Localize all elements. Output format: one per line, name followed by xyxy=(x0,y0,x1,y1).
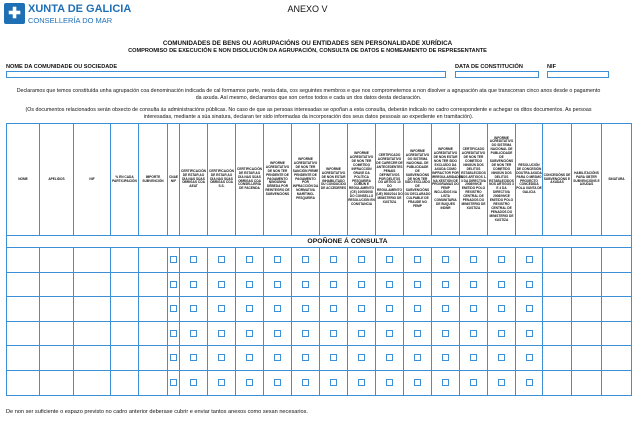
oppose-checkbox[interactable] xyxy=(218,256,225,263)
oppose-checkbox[interactable] xyxy=(330,354,337,361)
table-cell[interactable] xyxy=(264,248,292,273)
oppose-checkbox[interactable] xyxy=(358,281,365,288)
table-cell[interactable] xyxy=(543,321,572,346)
table-cell[interactable] xyxy=(7,321,40,346)
table-cell[interactable] xyxy=(602,297,632,322)
table-cell[interactable] xyxy=(488,370,516,395)
table-cell[interactable] xyxy=(460,272,488,297)
table-cell[interactable] xyxy=(264,346,292,371)
table-cell[interactable] xyxy=(460,321,488,346)
oppose-checkbox[interactable] xyxy=(414,354,421,361)
table-cell[interactable] xyxy=(208,370,236,395)
table-cell[interactable] xyxy=(602,370,632,395)
oppose-checkbox[interactable] xyxy=(526,330,533,337)
oppose-checkbox[interactable] xyxy=(330,281,337,288)
table-cell[interactable] xyxy=(320,321,348,346)
table-cell[interactable] xyxy=(40,370,74,395)
oppose-checkbox[interactable] xyxy=(470,281,477,288)
oppose-checkbox[interactable] xyxy=(470,379,477,386)
table-cell[interactable] xyxy=(111,272,139,297)
oppose-checkbox[interactable] xyxy=(442,379,449,386)
oppose-checkbox[interactable] xyxy=(274,354,281,361)
oppose-checkbox[interactable] xyxy=(170,354,177,361)
oppose-checkbox[interactable] xyxy=(274,305,281,312)
column-header: INFORME ACREDITATIVO DE NON TER COMETIDO INFRACCIÓN GRAVE DA POLÍTICA PESQUEIRA COMÚN E REGULAMENTO (CE) 1005/2008 DO CONSELLO RESOLUCIÓN EN CONSTANCIA xyxy=(348,124,376,236)
oppose-checkbox[interactable] xyxy=(274,281,281,288)
table-cell[interactable] xyxy=(74,297,111,322)
table-cell[interactable] xyxy=(460,248,488,273)
oppose-checkbox[interactable] xyxy=(302,379,309,386)
oppose-checkbox[interactable] xyxy=(218,281,225,288)
oppose-checkbox[interactable] xyxy=(330,256,337,263)
table-cell[interactable] xyxy=(602,346,632,371)
oppose-checkbox[interactable] xyxy=(414,305,421,312)
table-cell[interactable] xyxy=(168,297,180,322)
table-cell[interactable] xyxy=(180,272,208,297)
oppose-checkbox[interactable] xyxy=(330,379,337,386)
oppose-checkbox[interactable] xyxy=(470,354,477,361)
table-cell[interactable] xyxy=(516,321,543,346)
table-cell[interactable] xyxy=(168,272,180,297)
oppose-checkbox[interactable] xyxy=(274,256,281,263)
column-header: CNAE NIF xyxy=(168,124,180,236)
table-cell[interactable] xyxy=(74,272,111,297)
table-cell[interactable] xyxy=(516,272,543,297)
table-cell[interactable] xyxy=(516,297,543,322)
table-cell[interactable] xyxy=(180,321,208,346)
table-cell[interactable] xyxy=(348,370,376,395)
table-cell[interactable] xyxy=(74,248,111,273)
table-cell[interactable] xyxy=(40,346,74,371)
oppose-checkbox[interactable] xyxy=(246,330,253,337)
table-row xyxy=(7,346,632,371)
table-cell[interactable] xyxy=(180,370,208,395)
oppose-checkbox[interactable] xyxy=(190,330,197,337)
table-row xyxy=(7,370,632,395)
table-cell[interactable] xyxy=(208,248,236,273)
table-cell[interactable] xyxy=(7,346,40,371)
table-cell[interactable] xyxy=(432,248,460,273)
annex-label: ANEXO V xyxy=(287,4,328,14)
table-cell[interactable] xyxy=(168,321,180,346)
oppose-checkbox[interactable] xyxy=(218,354,225,361)
table-cell[interactable] xyxy=(208,346,236,371)
oppose-checkbox[interactable] xyxy=(246,379,253,386)
oppose-checkbox[interactable] xyxy=(190,305,197,312)
column-header: CERTIFICACIÓN DE ESTAR AO DÍA NAS SÚAS OBRIGAS COA AEAT xyxy=(180,124,208,236)
oppose-checkbox[interactable] xyxy=(498,354,505,361)
form-subtitle: COMPROMISO DE EXECUCIÓN E NON DISOLUCIÓN DA AGRUPACIÓN, CONSULTA DE DATOS E NOMEAMENTO DE REPRESENTANTE xyxy=(128,48,487,54)
oppose-checkbox[interactable] xyxy=(470,330,477,337)
table-cell[interactable] xyxy=(74,346,111,371)
table-cell[interactable] xyxy=(292,248,320,273)
table-cell[interactable] xyxy=(320,248,348,273)
table-cell[interactable] xyxy=(208,272,236,297)
table-cell[interactable] xyxy=(376,297,404,322)
table-cell[interactable] xyxy=(168,370,180,395)
table-cell[interactable] xyxy=(292,321,320,346)
oppose-checkbox[interactable] xyxy=(246,256,253,263)
column-header: NIF xyxy=(74,124,111,236)
table-cell[interactable] xyxy=(74,370,111,395)
table-cell[interactable] xyxy=(236,272,264,297)
oppose-checkbox[interactable] xyxy=(302,330,309,337)
table-cell[interactable] xyxy=(208,321,236,346)
table-cell[interactable] xyxy=(572,272,602,297)
table-cell[interactable] xyxy=(292,297,320,322)
oppose-checkbox[interactable] xyxy=(330,305,337,312)
galicia-cross-icon: ✚ xyxy=(4,3,25,24)
oppose-checkbox[interactable] xyxy=(358,379,365,386)
table-cell[interactable] xyxy=(516,346,543,371)
declaration-text: Declaramos que temos constituída unha agrupación coa denominación indicada de cal formamos parte, nesta data, cos seguintes membros e que nos comprometemos a non disolver a agrupación ata que transcorran cinco anos desde o pagamento da axuda. Así mesmo, declaramos que son certos todos e cada un dos datos desta declaración. xyxy=(16,88,601,101)
table-cell[interactable] xyxy=(264,370,292,395)
consult-note: (Os documentos relacionados serán obxecto de consulta ás administracións públicas. No caso de que as persoas interesadas se opoñan a esta consulta, deberán indicalo no cadro correspondente e achegar os ditos documentos. As persoas interesadas, mediante a súa sinatura, declaran ter sido informadas da incorporación dos seus datos pessoais ao expediente en tramitación). xyxy=(25,107,592,120)
oppose-checkbox[interactable] xyxy=(302,256,309,263)
table-cell[interactable] xyxy=(572,297,602,322)
table-cell[interactable] xyxy=(264,321,292,346)
table-cell[interactable] xyxy=(404,248,432,273)
table-cell[interactable] xyxy=(180,297,208,322)
table-cell[interactable] xyxy=(488,272,516,297)
table-cell[interactable] xyxy=(111,370,139,395)
table-cell[interactable] xyxy=(432,297,460,322)
table-cell[interactable] xyxy=(488,248,516,273)
oppose-checkbox[interactable] xyxy=(190,379,197,386)
table-cell[interactable] xyxy=(320,297,348,322)
oppose-checkbox[interactable] xyxy=(526,305,533,312)
table-cell[interactable] xyxy=(602,248,632,273)
table-cell[interactable] xyxy=(7,272,40,297)
table-cell[interactable] xyxy=(432,272,460,297)
table-cell[interactable] xyxy=(168,346,180,371)
oppose-checkbox[interactable] xyxy=(498,330,505,337)
nif-label: NIF xyxy=(547,64,557,70)
oppose-checkbox[interactable] xyxy=(218,305,225,312)
table-cell[interactable] xyxy=(376,248,404,273)
column-header: CONCESIÓNS DE SUBVENCIÓNS E AXUDAS xyxy=(543,124,572,236)
oppose-checkbox[interactable] xyxy=(470,305,477,312)
table-cell[interactable] xyxy=(264,272,292,297)
table-cell[interactable] xyxy=(7,248,40,273)
oppose-checkbox[interactable] xyxy=(526,256,533,263)
table-cell[interactable] xyxy=(40,248,74,273)
oppose-checkbox[interactable] xyxy=(498,379,505,386)
column-header: % EN CADA PARTICIPACIÓN xyxy=(111,124,139,236)
oppose-checkbox[interactable] xyxy=(498,281,505,288)
oppose-checkbox[interactable] xyxy=(218,330,225,337)
table-cell[interactable] xyxy=(320,272,348,297)
table-cell[interactable] xyxy=(40,297,74,322)
column-header: HABILITACIÓNS PARA OBTER SUBVENCIÓNS E AXUDAS xyxy=(572,124,602,236)
oppose-checkbox[interactable] xyxy=(170,305,177,312)
community-name-field[interactable] xyxy=(6,71,446,78)
table-cell[interactable] xyxy=(572,321,602,346)
oppose-checkbox[interactable] xyxy=(414,330,421,337)
community-name-label: NOME DA COMUNIDADE OU SOCIEDADE xyxy=(6,64,118,70)
table-cell[interactable] xyxy=(111,346,139,371)
oppose-checkbox[interactable] xyxy=(386,379,393,386)
nif-field[interactable] xyxy=(547,71,609,78)
table-cell[interactable] xyxy=(376,272,404,297)
table-cell[interactable] xyxy=(236,248,264,273)
oppose-checkbox[interactable] xyxy=(386,256,393,263)
oppose-checkbox[interactable] xyxy=(526,354,533,361)
table-cell[interactable] xyxy=(7,370,40,395)
oppose-checkbox[interactable] xyxy=(246,305,253,312)
oppose-checkbox[interactable] xyxy=(386,305,393,312)
column-header: RESOLUCIÓN DE CONCESIÓN DOUTRA AXUDA PARA O MESMO PROXECTO CONCEDIDA POLA XUNTA DE GALICIA xyxy=(516,124,543,236)
oppose-checkbox[interactable] xyxy=(470,256,477,263)
table-cell[interactable] xyxy=(348,321,376,346)
oppose-checkbox[interactable] xyxy=(358,330,365,337)
department-name: CONSELLERÍA DO MAR xyxy=(28,16,113,25)
oppose-checkbox[interactable] xyxy=(218,379,225,386)
table-cell[interactable] xyxy=(139,321,168,346)
table-cell[interactable] xyxy=(7,297,40,322)
table-cell[interactable] xyxy=(139,297,168,322)
column-header: SINATURA xyxy=(602,124,632,236)
table-cell[interactable] xyxy=(292,272,320,297)
oppose-checkbox[interactable] xyxy=(170,281,177,288)
table-cell[interactable] xyxy=(111,248,139,273)
oppose-checkbox[interactable] xyxy=(386,281,393,288)
oppose-checkbox[interactable] xyxy=(442,330,449,337)
table-cell[interactable] xyxy=(139,370,168,395)
table-cell[interactable] xyxy=(543,248,572,273)
oppose-checkbox[interactable] xyxy=(190,281,197,288)
table-cell[interactable] xyxy=(602,321,632,346)
table-cell[interactable] xyxy=(111,297,139,322)
members-table xyxy=(6,123,632,396)
table-cell[interactable] xyxy=(543,297,572,322)
table-cell[interactable] xyxy=(236,321,264,346)
oppose-checkbox[interactable] xyxy=(274,379,281,386)
table-cell[interactable] xyxy=(320,370,348,395)
table-cell[interactable] xyxy=(516,370,543,395)
table-cell[interactable] xyxy=(432,346,460,371)
table-cell[interactable] xyxy=(74,321,111,346)
form-title: COMUNIDADES DE BENS OU AGRUPACIÓNS OU ENTIDADES SEN PERSONALIDADE XURÍDICA xyxy=(162,40,453,47)
table-cell[interactable] xyxy=(348,272,376,297)
column-header: CERTIFICADO ACREDITATIVO DE CARECER DE ANTECEDENTES PENAIS DEFINITIVOS POR DELITOS DO ARTIGO 10 DO REGULAMENTO (UE) 508/2014 DO MINISTERIO DE XUSTIZA xyxy=(376,124,404,236)
table-cell[interactable] xyxy=(543,272,572,297)
table-cell[interactable] xyxy=(572,370,602,395)
table-cell[interactable] xyxy=(543,370,572,395)
oppose-checkbox[interactable] xyxy=(274,330,281,337)
oppose-checkbox[interactable] xyxy=(414,379,421,386)
oppose-checkbox[interactable] xyxy=(302,354,309,361)
table-row xyxy=(7,297,632,322)
table-cell[interactable] xyxy=(139,346,168,371)
table-cell[interactable] xyxy=(404,272,432,297)
table-cell[interactable] xyxy=(348,248,376,273)
table-cell[interactable] xyxy=(376,370,404,395)
column-header: IMPORTE SUBVENCIÓN xyxy=(139,124,168,236)
column-header: INFORME ACREDITATIVO DO SISTEMA NACIONAL DE PUBLICIDADE DE SUBVENCIÓNS DE NON TER COMETIDO NINGÚN DOS DELITOS ESTABLECIDOS NOS ARTIGOS 3 E 4 DA DIRECTIVA 2008/99/CE EMITIDO POLO REXISTRO CENTRAL DE PENADOS DO MINISTERIO DE XUSTIZA xyxy=(488,124,516,236)
oppose-checkbox[interactable] xyxy=(330,330,337,337)
column-header: INFORME ACREDITATIVO DO SISTEMA NACIONAL DE PUBLICIDADE DE SUBVENCIÓNS DE NON TER SIDO EXCLUÍDO DE SUBVENCIÓNS OU DECLARADO CULPABLE DE FRAUDE NO FEMP xyxy=(404,124,432,236)
table-cell[interactable] xyxy=(404,346,432,371)
oppose-checkbox[interactable] xyxy=(190,256,197,263)
table-cell[interactable] xyxy=(488,321,516,346)
table-cell[interactable] xyxy=(292,370,320,395)
column-header: CERTIFICACIÓN DE ESTAR AO DÍA NAS SÚAS OBRIGAS COA CONSELLERÍA DE FACENDA xyxy=(236,124,264,236)
oppose-checkbox[interactable] xyxy=(246,281,253,288)
table-cell[interactable] xyxy=(208,297,236,322)
table-cell[interactable] xyxy=(460,297,488,322)
table-cell[interactable] xyxy=(432,321,460,346)
oppose-checkbox[interactable] xyxy=(526,379,533,386)
table-cell[interactable] xyxy=(40,321,74,346)
oppose-checkbox[interactable] xyxy=(246,354,253,361)
table-cell[interactable] xyxy=(348,346,376,371)
column-header: INFORME ACREDITATIVO DE NON TER PENDENTE DE PAGAMENTO NINGUNHA DÉBEDA POR REINTEGRO DE SUBVENCIÓNS xyxy=(264,124,292,236)
table-cell[interactable] xyxy=(460,346,488,371)
table-cell[interactable] xyxy=(180,248,208,273)
oppose-checkbox[interactable] xyxy=(358,305,365,312)
column-header: CERTIFICADO ACREDITATIVO DE NON TER COMETIDO NINGÚN DOS DELITOS ESTABLECIDOS NOS ARTIGOS 1-3 DA DIRECTIVA 2008/99/CE EMITIDO POLO REXISTRO CENTRAL DE PENADOS DO MINISTERIO DE XUSTIZA xyxy=(460,124,488,236)
column-header: CERTIFICACIÓN DE ESTAR AO DÍA NAS SÚAS OBRIGAS COA S.S. xyxy=(208,124,236,236)
table-cell[interactable] xyxy=(376,321,404,346)
table-cell[interactable] xyxy=(320,346,348,371)
table-cell[interactable] xyxy=(404,321,432,346)
oppose-checkbox[interactable] xyxy=(386,354,393,361)
table-cell[interactable] xyxy=(264,297,292,322)
table-cell[interactable] xyxy=(139,272,168,297)
table-cell[interactable] xyxy=(404,370,432,395)
oppose-checkbox[interactable] xyxy=(414,256,421,263)
oppose-checkbox[interactable] xyxy=(414,281,421,288)
oppose-checkbox[interactable] xyxy=(442,305,449,312)
oppose-checkbox[interactable] xyxy=(442,281,449,288)
oppose-checkbox[interactable] xyxy=(190,354,197,361)
column-header: INFORME ACREDITATIVO DE NON ESTAR NON TER SIDO EXCLUÍDO DA AXUDA COMO INFRACTOR POR IRREGULARIDADES NA XESTIÓN DE PROGRAMAS DO FEMP INCLUÍDOS NA LISTA COMUNITARIA DE BUQUES INDNR xyxy=(432,124,460,236)
oppose-checkbox[interactable] xyxy=(170,256,177,263)
table-cell[interactable] xyxy=(404,297,432,322)
oppose-checkbox[interactable] xyxy=(358,354,365,361)
table-cell[interactable] xyxy=(572,248,602,273)
table-cell[interactable] xyxy=(236,297,264,322)
oppose-checkbox[interactable] xyxy=(170,379,177,386)
table-cell[interactable] xyxy=(111,321,139,346)
table-cell[interactable] xyxy=(292,346,320,371)
table-cell[interactable] xyxy=(460,370,488,395)
table-cell[interactable] xyxy=(40,272,74,297)
footer-note: De non ser suficiente o espazo previsto no cadro anterior deberase cubrir e enviar tantos anexos como sexan necesarios. xyxy=(6,409,308,415)
table-cell[interactable] xyxy=(516,248,543,273)
oppose-checkbox[interactable] xyxy=(526,281,533,288)
table-cell[interactable] xyxy=(572,346,602,371)
table-row xyxy=(7,248,632,273)
oppose-checkbox[interactable] xyxy=(498,256,505,263)
column-header: INFORME ACREDITATIVO DE NON ESTAR INHABILITADO OU CONDUCIDO DE ACCEDERES xyxy=(320,124,348,236)
table-cell[interactable] xyxy=(543,346,572,371)
constitution-date-field[interactable] xyxy=(455,71,539,78)
table-cell[interactable] xyxy=(602,272,632,297)
table-cell[interactable] xyxy=(488,346,516,371)
table-cell[interactable] xyxy=(236,346,264,371)
constitution-date-label: DATA DE CONSTITUCIÓN xyxy=(455,64,523,70)
oppose-checkbox[interactable] xyxy=(498,305,505,312)
oppose-label: OPOÑONE Á CONSULTA xyxy=(307,238,388,245)
column-header: NOME xyxy=(7,124,40,236)
oppose-checkbox[interactable] xyxy=(442,354,449,361)
table-row xyxy=(7,272,632,297)
table-cell[interactable] xyxy=(180,346,208,371)
oppose-checkbox[interactable] xyxy=(302,305,309,312)
column-header: APELIDOS xyxy=(40,124,74,236)
table-cell[interactable] xyxy=(139,248,168,273)
table-cell[interactable] xyxy=(348,297,376,322)
column-header: INFORME ACREDITATIVO DE NON TER SANCIÓN FIRME PENDENTE DE PAGAMENTO POR INFRACCIÓN DA NORMATIVA MARÍTIMO-PESQUEIRA xyxy=(292,124,320,236)
oppose-checkbox[interactable] xyxy=(358,256,365,263)
table-cell[interactable] xyxy=(488,297,516,322)
oppose-checkbox[interactable] xyxy=(386,330,393,337)
oppose-checkbox[interactable] xyxy=(302,281,309,288)
org-name: XUNTA DE GALICIA xyxy=(28,3,132,15)
table-cell[interactable] xyxy=(376,346,404,371)
table-cell[interactable] xyxy=(432,370,460,395)
oppose-checkbox[interactable] xyxy=(442,256,449,263)
oppose-checkbox[interactable] xyxy=(170,330,177,337)
table-cell[interactable] xyxy=(236,370,264,395)
table-row xyxy=(7,321,632,346)
table-cell[interactable] xyxy=(168,248,180,273)
